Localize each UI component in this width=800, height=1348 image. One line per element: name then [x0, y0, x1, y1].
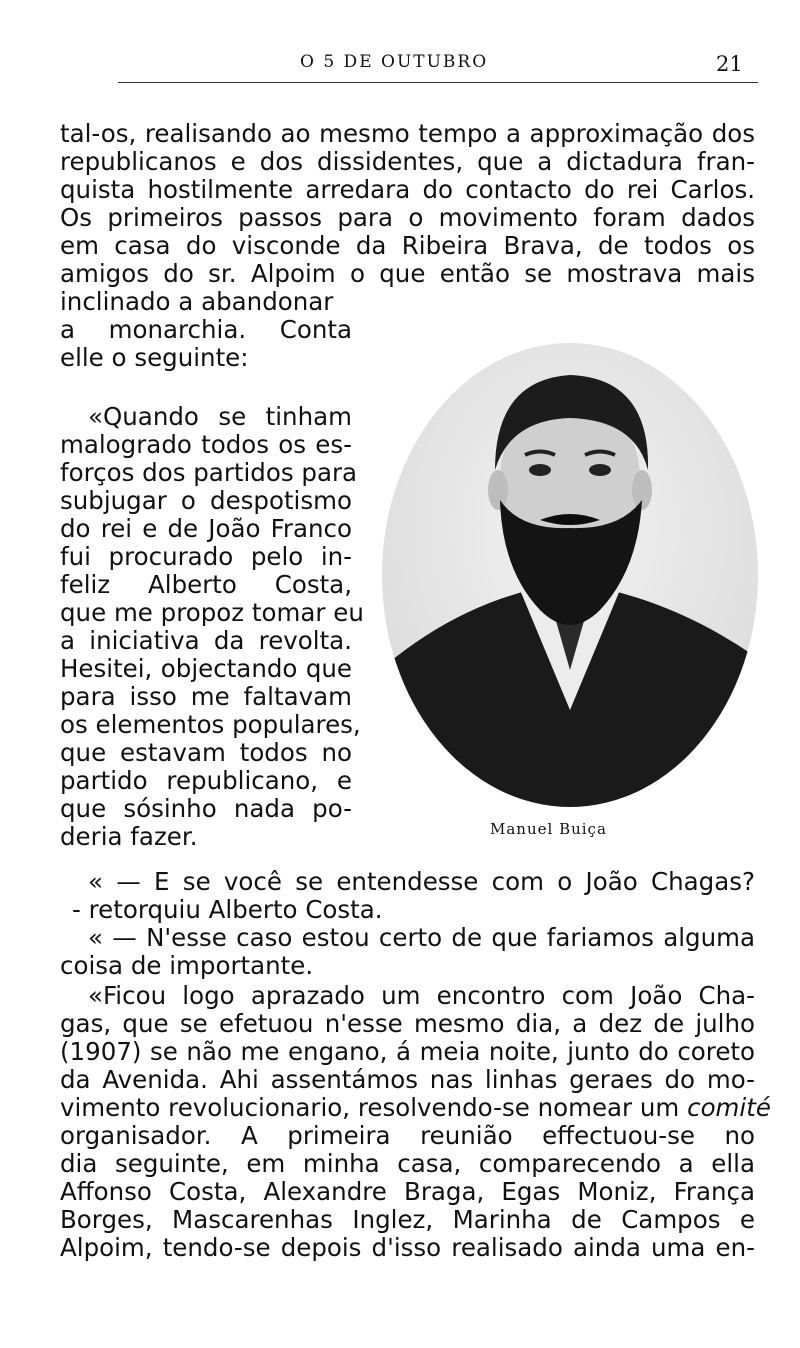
text-line: tal-os, realisando ao mesmo tempo a approximação dos	[60, 119, 755, 148]
text-line: Alpoim, tendo-se depois d'isso realisado ainda uma en-	[60, 1233, 755, 1262]
text-line: para isso me faltavam	[60, 682, 352, 711]
text-line: Os primeiros passos para o movimento foram dados	[60, 203, 755, 232]
text-line: forços dos partidos para	[60, 458, 358, 487]
page-number: 21	[716, 52, 743, 76]
text-line: quista hostilmente arredara do contacto do rei Carlos.	[60, 175, 755, 204]
text-line: republicanos e dos dissidentes, que a dictadura fran-	[60, 147, 755, 176]
text-line: gas, que se efetuou n'esse mesmo dia, a dez de julho	[60, 1009, 755, 1038]
text-line: deria fazer.	[60, 822, 198, 851]
text-line: Affonso Costa, Alexandre Braga, Egas Moniz, França	[60, 1177, 755, 1206]
text-line: feliz Alberto Costa,	[60, 570, 352, 599]
text-line: elle o seguinte:	[60, 343, 249, 372]
running-header: O 5 DE OUTUBRO	[300, 52, 489, 72]
header-rule	[118, 82, 758, 83]
text-line: - retorquiu Alberto Costa.	[72, 895, 383, 924]
text-line: (1907) se não me engano, á meia noite, junto do coreto	[60, 1037, 755, 1066]
text-line: a monarchia. Conta	[60, 315, 352, 344]
text-line: subjugar o despotismo	[60, 486, 352, 515]
text-line: « — E se você se entendesse com o João Chagas?	[88, 867, 755, 896]
text-line: em casa do visconde da Ribeira Brava, de todos os	[60, 231, 755, 260]
text-line: organisador. A primeira reunião effectuou-se no	[60, 1121, 755, 1150]
text-line: fui procurado pelo in-	[60, 542, 352, 571]
text-span: vimento revolucionario, resolvendo-se nomear um	[60, 1093, 680, 1122]
text-line: a iniciativa da revolta.	[60, 626, 352, 655]
italic-word: comité	[687, 1093, 771, 1122]
text-line: os elementos populares,	[60, 710, 361, 739]
text-line: da Avenida. Ahi assentámos nas linhas geraes do mo-	[60, 1065, 755, 1094]
text-line: « — N'esse caso estou certo de que fariamos alguma	[88, 923, 755, 952]
text-line: dia seguinte, em minha casa, comparecendo a ella	[60, 1149, 755, 1178]
text-line: partido republicano, e	[60, 766, 352, 795]
text-line: Borges, Mascarenhas Inglez, Marinha de Campos e	[60, 1205, 755, 1234]
text-line: que sósinho nada po-	[60, 794, 352, 823]
text-line: malogrado todos os es-	[60, 430, 352, 459]
text-line: do rei e de João Franco	[60, 514, 352, 543]
text-line: «Ficou logo aprazado um encontro com João Cha-	[88, 981, 755, 1010]
text-line: que me propoz tomar eu	[60, 598, 364, 627]
portrait-caption: Manuel Buiça	[490, 820, 607, 838]
text-line	[60, 1093, 771, 1122]
text-line: «Quando se tinham	[88, 402, 352, 431]
text-line: inclinado a abandonar	[60, 287, 334, 316]
text-line: Hesitei, objectando que	[60, 654, 352, 683]
portrait-image	[380, 340, 760, 810]
text-line: amigos do sr. Alpoim o que então se mostrava mais	[60, 259, 755, 288]
text-line: coisa de importante.	[60, 951, 314, 980]
text-line: que estavam todos no	[60, 738, 352, 767]
